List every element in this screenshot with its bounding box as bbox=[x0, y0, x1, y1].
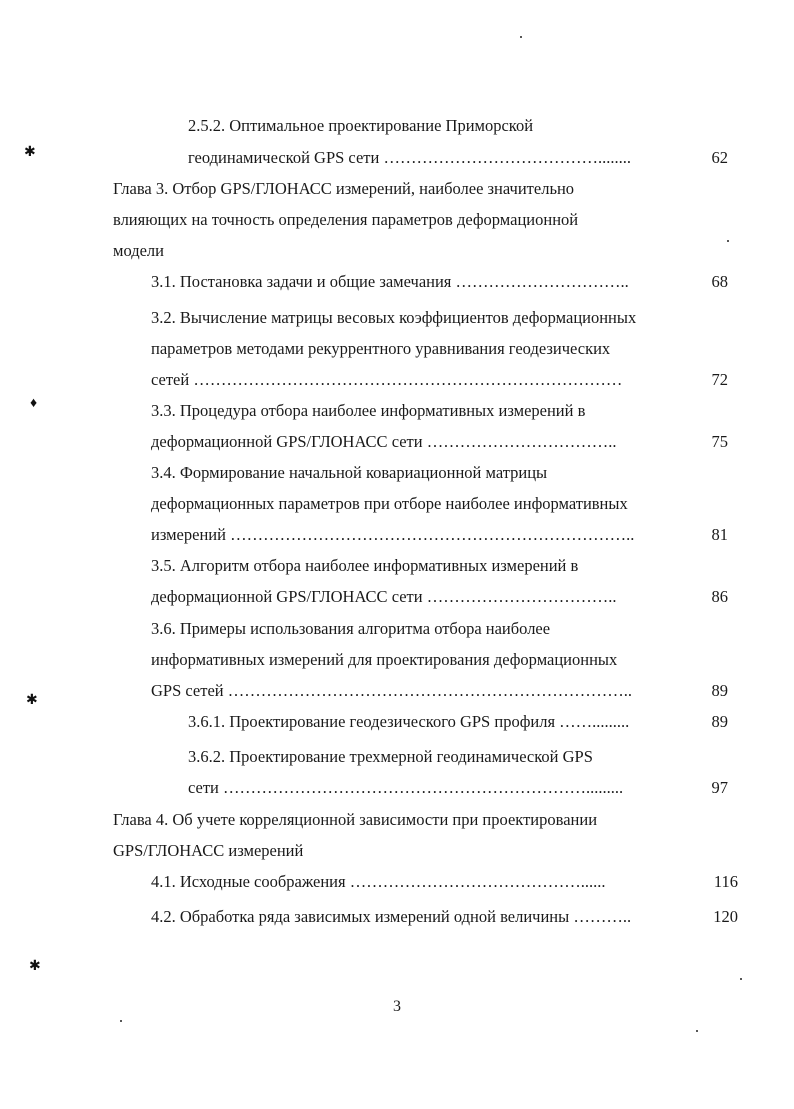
toc-entry-3-4-line3: измерений ……………………………………………………………….. bbox=[151, 525, 635, 544]
toc-page-number: 75 bbox=[711, 432, 728, 451]
toc-page-number: 89 bbox=[711, 681, 728, 700]
toc-entry-3-3-line2: деформационной GPS/ГЛОНАСС сети …………………………….. bbox=[151, 432, 617, 451]
toc-chapter-3-line1: Глава 3. Отбор GPS/ГЛОНАСС измерений, наиболее значительно bbox=[113, 179, 575, 198]
scan-speck bbox=[520, 36, 522, 38]
toc-entry-3-6-line3: GPS сетей ……………………………………………………………….. bbox=[151, 681, 632, 700]
toc-entry-2-5-2-line1: 2.5.2. Оптимальное проектирование Приморской bbox=[188, 116, 534, 135]
toc-entry-3-1: 3.1. Постановка задачи и общие замечания ………………………….. bbox=[151, 272, 629, 291]
scan-speck bbox=[696, 1030, 698, 1032]
scan-mark-icon: ♦ bbox=[30, 396, 38, 411]
scan-mark-icon: ✱ bbox=[26, 693, 38, 708]
toc-entry-3-3-line1: 3.3. Процедура отбора наиболее информативных измерений в bbox=[151, 401, 586, 420]
toc-entry-3-2-line3: сетей …………………………………………………………………… bbox=[151, 370, 623, 389]
toc-chapter-3-line2: влияющих на точность определения параметров деформационной bbox=[113, 210, 579, 229]
toc-entry-2-5-2-line2: геодинамической GPS сети …………………………………........ bbox=[188, 148, 631, 167]
scan-speck bbox=[727, 240, 729, 242]
toc-page-number: 86 bbox=[711, 587, 728, 606]
scan-speck bbox=[740, 978, 742, 980]
toc-entry-3-4-line1: 3.4. Формирование начальной ковариационной матрицы bbox=[151, 463, 548, 482]
toc-page-number: 97 bbox=[711, 778, 728, 797]
toc-entry-4-2: 4.2. Обработка ряда зависимых измерений одной величины ……….. bbox=[151, 907, 632, 926]
toc-entry-3-4-line2: деформационных параметров при отборе наиболее информативных bbox=[151, 494, 628, 513]
toc-entry-3-6-line2: информативных измерений для проектирования деформационных bbox=[151, 650, 618, 669]
toc-entry-3-6-1: 3.6.1. Проектирование геодезического GPS профиля ……......... bbox=[188, 712, 630, 731]
toc-entry-3-6-2-line2: сети …………………………………………………………......... bbox=[188, 778, 624, 797]
footer-page-number: 3 bbox=[393, 998, 401, 1015]
toc-chapter-3-line3: модели bbox=[113, 241, 164, 260]
toc-entry-3-6-line1: 3.6. Примеры использования алгоритма отбора наиболее bbox=[151, 619, 551, 638]
toc-page-number: 68 bbox=[711, 272, 728, 291]
scan-speck bbox=[120, 1020, 122, 1022]
scan-mark-icon: ✱ bbox=[24, 145, 36, 160]
toc-page-number: 72 bbox=[711, 370, 728, 389]
toc-chapter-4-line1: Глава 4. Об учете корреляционной зависимости при проектировании bbox=[113, 810, 598, 829]
toc-entry-3-5-line2: деформационной GPS/ГЛОНАСС сети …………………………….. bbox=[151, 587, 617, 606]
toc-entry-4-1: 4.1. Исходные соображения ……………………………………...... bbox=[151, 872, 606, 891]
toc-page-number: 62 bbox=[711, 148, 728, 167]
toc-page-number: 120 bbox=[713, 907, 738, 926]
toc-page-number: 116 bbox=[713, 872, 738, 891]
toc-entry-3-5-line1: 3.5. Алгоритм отбора наиболее информативных измерений в bbox=[151, 556, 579, 575]
scan-mark-icon: ✱ bbox=[29, 959, 41, 974]
toc-page-number: 81 bbox=[711, 525, 728, 544]
toc-chapter-4-line2: GPS/ГЛОНАСС измерений bbox=[113, 841, 304, 860]
toc-entry-3-6-2-line1: 3.6.2. Проектирование трехмерной геодинамической GPS bbox=[188, 747, 593, 766]
toc-page-number: 89 bbox=[711, 712, 728, 731]
toc-entry-3-2-line2: параметров методами рекуррентного уравнивания геодезических bbox=[151, 339, 611, 358]
toc-entry-3-2-line1: 3.2. Вычисление матрицы весовых коэффициентов деформационных bbox=[151, 308, 637, 327]
